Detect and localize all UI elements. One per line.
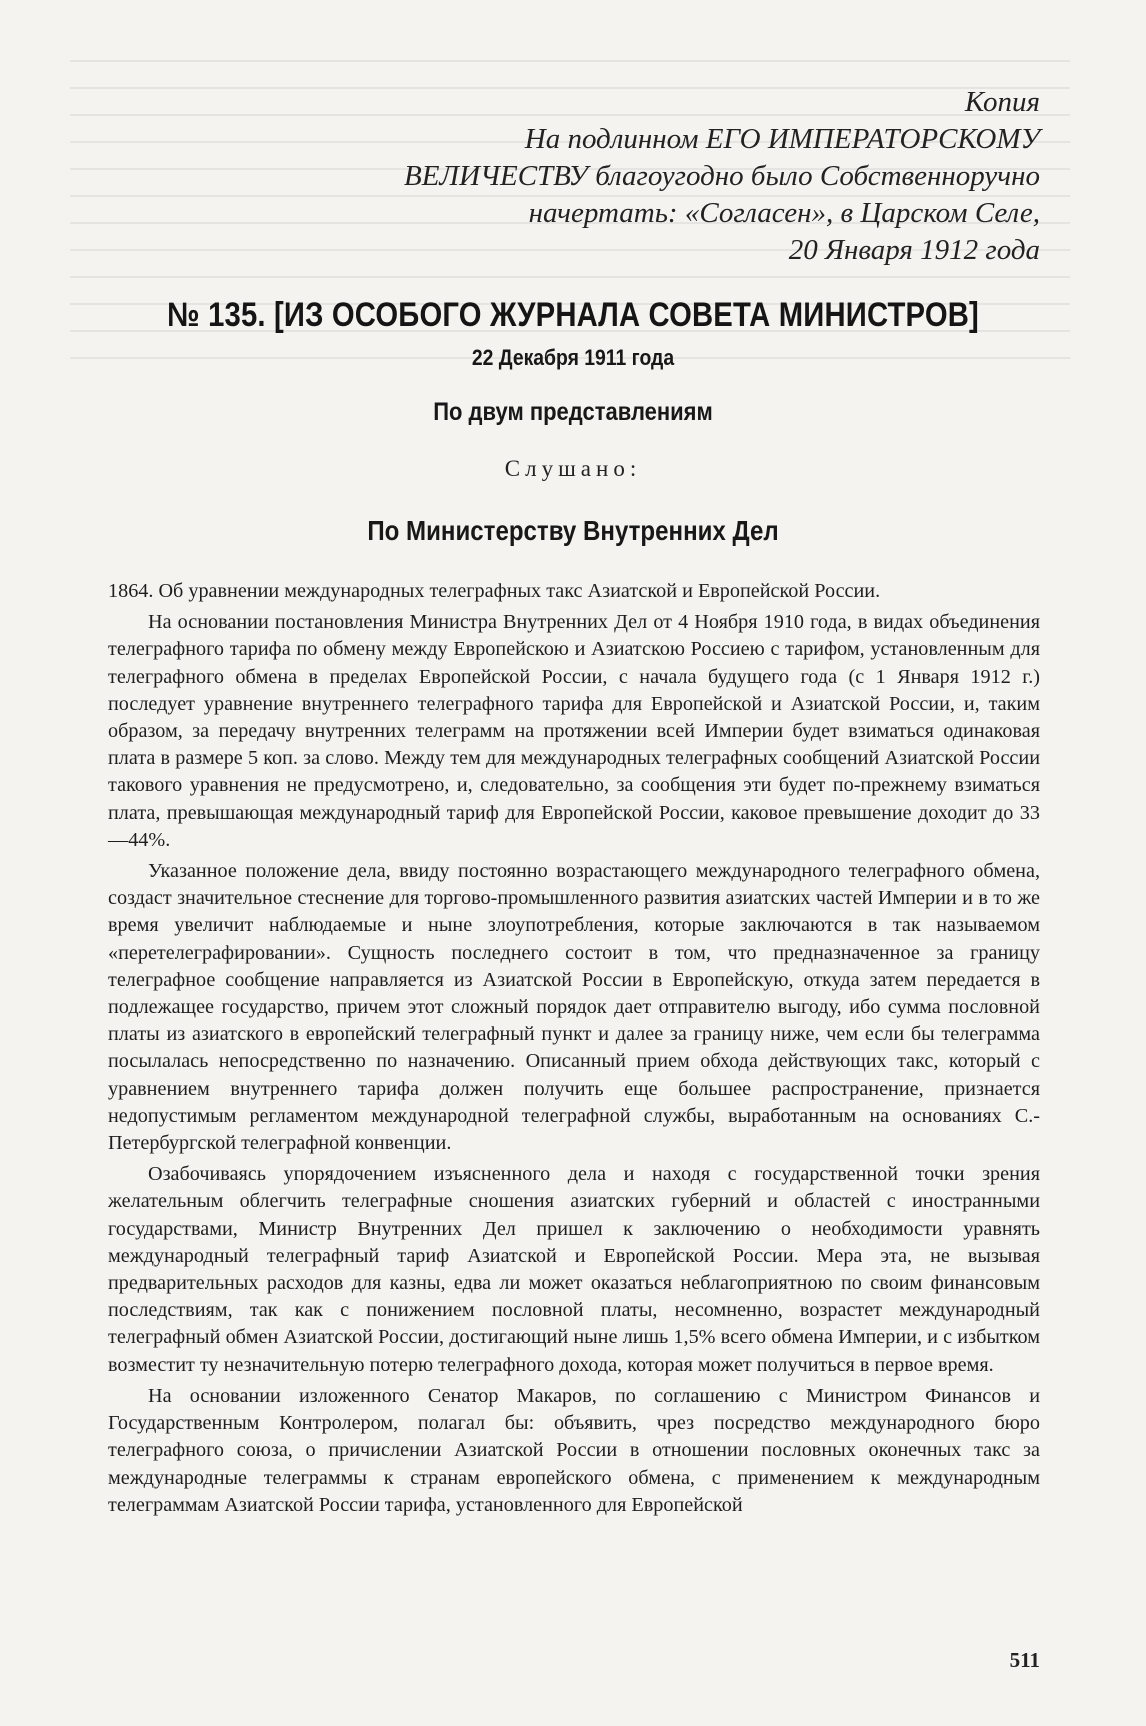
ministry-heading: По Министерству Внутренних Дел xyxy=(367,515,779,546)
body-paragraph: Указанное положение дела, ввиду постоянно возрастающего международного телеграфного обмена, создаст значительное стеснение для торгово-промышленного развития азиатских частей Империи и в то же время увеличит наблюдаемые и ныне злоупотребления, которые заключаются в так называемом «перетелеграфировании». Сущность последнего состоит в том, что предназначенное за границу телеграфное сообщение направляется из Азиатской России в Европейскую, откуда затем передается в подлежащее государство, причем этот сложный порядок дает отправителю выгоду, ибо сумма пословной платы из азиатского в европейский телеграфный пункт и далее за границу ниже, чем если бы телеграмма посылалась непосредственно по назначению. Описанный прием обхода действующих такс, который с уравнением внутреннего тарифа должен получить еще большее распространение, признается недопустимым регламентом международной телеграфной службы, выработанным на основаниях С.-Петербургской телеграфной конвенции. xyxy=(108,860,1040,1155)
annotation-line: ВЕЛИЧЕСТВУ благоугодно было Собственноручно xyxy=(404,160,1040,192)
document-body xyxy=(108,578,1040,1519)
body-paragraph: Озабочиваясь упорядочением изъясненного дела и находя с государственной точки зрения желательным облегчить телеграфные сношения азиатских губерний и областей с иностранными государствами, Министр Внутренних Дел пришел к заключению о необходимости уравнять международный телеграфный тариф Азиатской и Европейской России. Мера эта, не вызывая предварительных расходов для казны, едва ли может оказаться неблагоприятною по своим финансовым последствиям, так как с понижением пословной платы, несомненно, возрастет международный телеграфный обмен Азиатской России, достигающий ныне лишь 1,5% всего обмена Империи, и с избытком возместит ту незначительную потерю телеграфного дохода, которая может получиться в первое время. xyxy=(108,1163,1040,1376)
document-date: 22 Декабря 1911 года xyxy=(471,345,675,370)
imperial-annotation xyxy=(404,84,1040,269)
annotation-line: 20 Января 1912 года xyxy=(788,234,1040,266)
annotation-line: На подлинном ЕГО ИМПЕРАТОРСКОМУ xyxy=(524,123,1040,155)
body-paragraph: На основании постановления Министра Внутренних Дел от 4 Ноября 1910 года, в видах объединения телеграфного тарифа по обмену между Европейскою и Азиатскою Россиею с тарифом, установленным для телеграфного обмена в пределах Европейской России, с начала будущего года (с 1 Января 1912 г.) последует уравнение внутреннего телеграфного тарифа для Европейской и Азиатской России, и, таким образом, за передачу внутренних телеграмм на протяжении всей Империи будет взиматься одинаковая плата в размере 5 коп. за слово. Между тем для международных телеграфных сообщений Азиатской России такового уравнения не предусмотрено, и, следовательно, за сообщения эти будет по-прежнему взиматься плата, превышающая международный тариф для Европейской России, каковое превышение доходит до 33—44%. xyxy=(108,611,1040,851)
body-paragraph: На основании изложенного Сенатор Макаров, по соглашению с Министром Финансов и Государственным Контролером, полагал бы: объявить, чрез посредство международного бюро телеграфного союза, о причислении Азиатской России в отношении пословных оконечных такс за международные телеграммы к странам европейского обмена, с применением к международным телеграммам Азиатской России тарифа, установленного для Европейской xyxy=(108,1384,1040,1516)
document-title: № 135. [ИЗ ОСОБОГО ЖУРНАЛА СОВЕТА МИНИСТРОВ] xyxy=(167,296,979,334)
page-number: 511 xyxy=(1009,1648,1040,1672)
heard-label: Слушано: xyxy=(504,456,642,481)
item-heading: 1864. Об уравнении международных телеграфных такс Азиатской и Европейской России. xyxy=(108,580,881,602)
annotation-line: начертать: «Согласен», в Царском Селе, xyxy=(528,197,1040,229)
annotation-line: Копия xyxy=(964,86,1040,118)
document-subtitle: По двум представлениям xyxy=(433,398,713,426)
